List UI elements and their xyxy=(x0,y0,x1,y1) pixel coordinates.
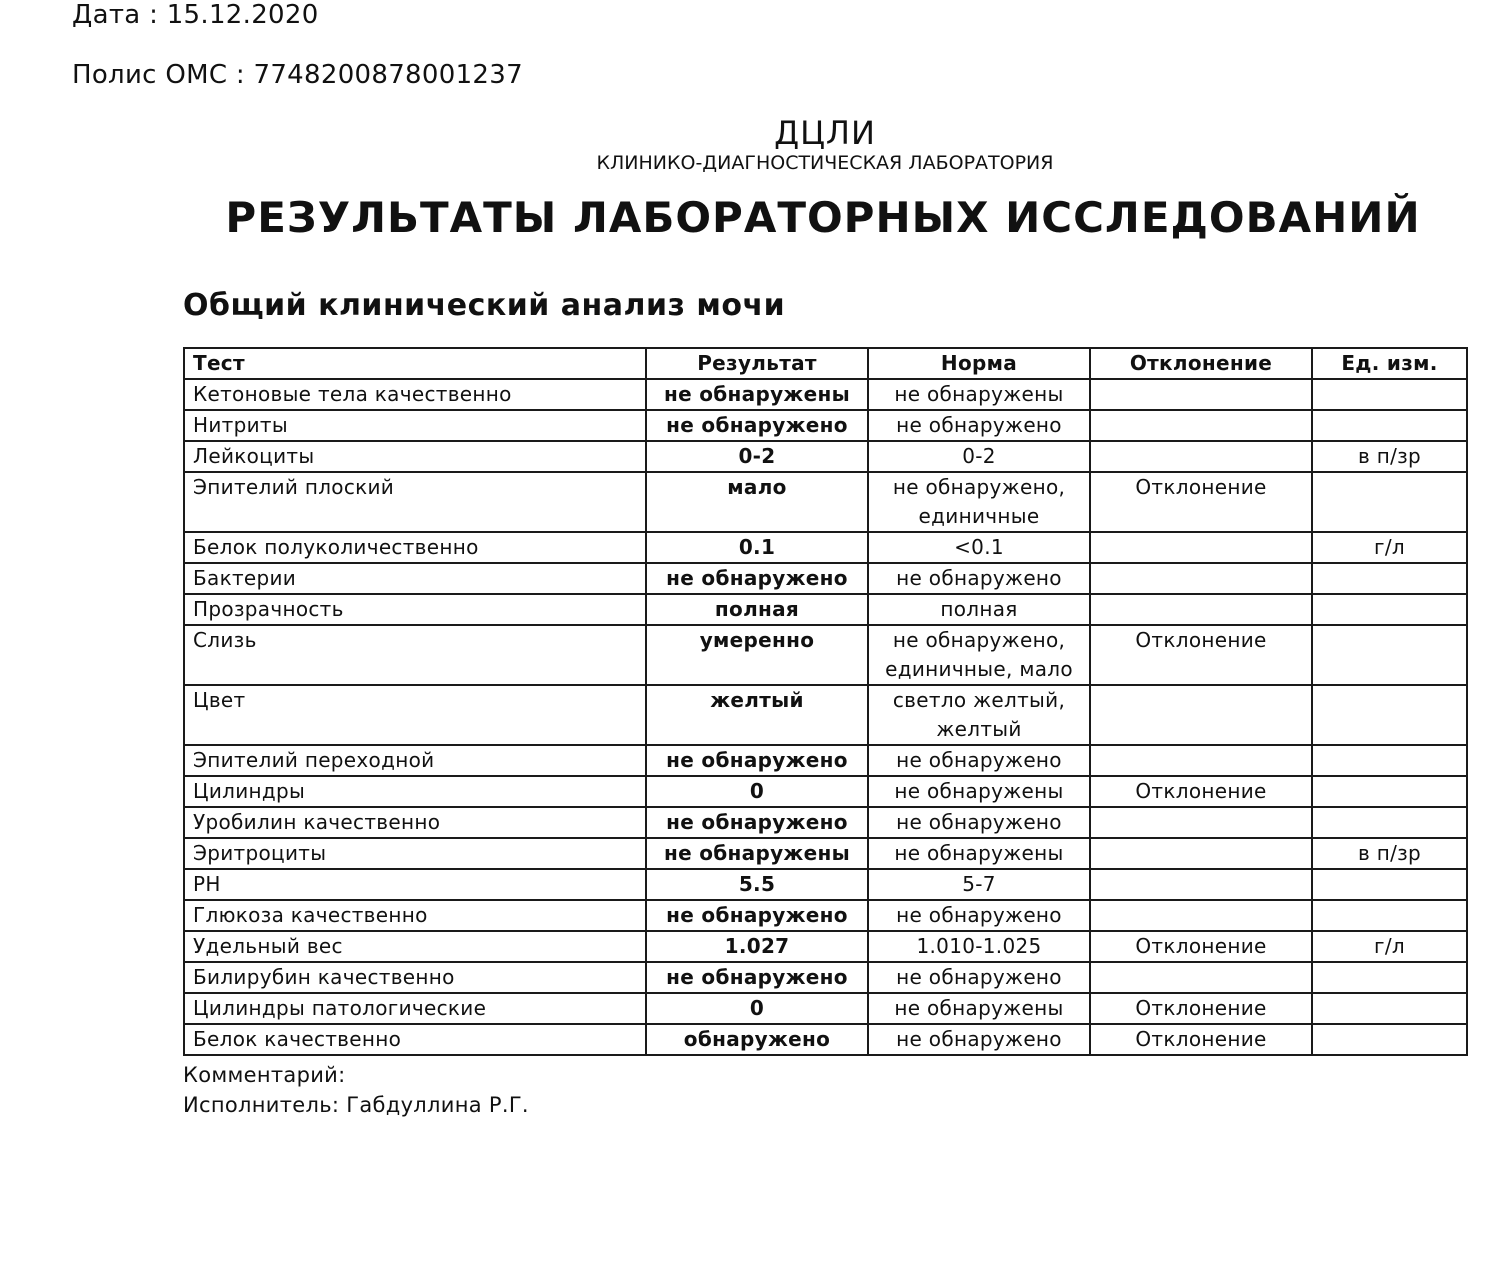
deviation-cell xyxy=(1090,563,1312,594)
norm-line: не обнаружены xyxy=(894,779,1064,803)
deviation-cell: Отклонение xyxy=(1090,993,1312,1024)
norm-line: не обнаружено xyxy=(896,1027,1062,1051)
test-name-cell: Цилиндры патологические xyxy=(184,993,646,1024)
unit-cell xyxy=(1312,900,1467,931)
table-row xyxy=(184,807,1467,838)
section-title: Общий клинический анализ мочи xyxy=(183,288,786,323)
unit-cell xyxy=(1312,869,1467,900)
result-cell: 0.1 xyxy=(646,532,868,563)
norm-line: не обнаружено, xyxy=(892,475,1066,499)
test-name-cell: Белок качественно xyxy=(184,1024,646,1055)
test-name-cell: Уробилин качественно xyxy=(184,807,646,838)
table-header-row xyxy=(184,348,1467,379)
report-title: РЕЗУЛЬТАТЫ ЛАБОРАТОРНЫХ ИССЛЕДОВАНИЙ xyxy=(225,193,1421,242)
result-cell: не обнаружены xyxy=(646,838,868,869)
table-row xyxy=(184,962,1467,993)
table-row xyxy=(184,931,1467,962)
unit-cell xyxy=(1312,685,1467,745)
norm-line: желтый xyxy=(936,717,1022,741)
column-header-unit: Ед. изм. xyxy=(1312,348,1467,379)
test-name-cell: Бактерии xyxy=(184,563,646,594)
result-cell: желтый xyxy=(646,685,868,745)
result-cell: 0-2 xyxy=(646,441,868,472)
result-cell: 0 xyxy=(646,776,868,807)
norm-line: 5-7 xyxy=(962,872,996,896)
table-row xyxy=(184,532,1467,563)
result-cell: 0 xyxy=(646,993,868,1024)
deviation-cell xyxy=(1090,441,1312,472)
table-row xyxy=(184,776,1467,807)
table-row xyxy=(184,838,1467,869)
table-row xyxy=(184,379,1467,410)
norm-line: не обнаружено xyxy=(896,566,1062,590)
polis-line xyxy=(72,60,523,90)
unit-cell: г/л xyxy=(1312,931,1467,962)
result-cell: не обнаружено xyxy=(646,962,868,993)
date-value: 15.12.2020 xyxy=(166,0,319,30)
norm-line: не обнаружено xyxy=(896,748,1062,772)
deviation-cell xyxy=(1090,532,1312,563)
unit-cell xyxy=(1312,745,1467,776)
norm-cell xyxy=(868,594,1090,625)
test-name-cell: Слизь xyxy=(184,625,646,685)
unit-cell xyxy=(1312,993,1467,1024)
norm-cell xyxy=(868,410,1090,441)
date-label: Дата : xyxy=(72,0,167,30)
deviation-cell xyxy=(1090,685,1312,745)
unit-cell: в п/зр xyxy=(1312,838,1467,869)
unit-cell xyxy=(1312,410,1467,441)
norm-line: не обнаружены xyxy=(894,996,1064,1020)
norm-cell xyxy=(868,379,1090,410)
unit-cell xyxy=(1312,776,1467,807)
test-name-cell: Лейкоциты xyxy=(184,441,646,472)
table-row xyxy=(184,993,1467,1024)
deviation-cell: Отклонение xyxy=(1090,931,1312,962)
deviation-cell xyxy=(1090,594,1312,625)
table-row xyxy=(184,441,1467,472)
deviation-cell: Отклонение xyxy=(1090,1024,1312,1055)
norm-line: не обнаружены xyxy=(894,841,1064,865)
polis-label: Полис ОМС : xyxy=(72,60,254,90)
norm-cell xyxy=(868,807,1090,838)
deviation-cell xyxy=(1090,869,1312,900)
result-cell: полная xyxy=(646,594,868,625)
norm-cell xyxy=(868,441,1090,472)
deviation-cell xyxy=(1090,410,1312,441)
unit-cell xyxy=(1312,962,1467,993)
test-name-cell: Нитриты xyxy=(184,410,646,441)
norm-line: полная xyxy=(940,597,1018,621)
norm-line: не обнаружены xyxy=(894,382,1064,406)
norm-line: не обнаружено xyxy=(896,810,1062,834)
result-cell: не обнаружено xyxy=(646,410,868,441)
unit-cell xyxy=(1312,379,1467,410)
table-row xyxy=(184,625,1467,685)
test-name-cell: Эритроциты xyxy=(184,838,646,869)
test-name-cell: Глюкоза качественно xyxy=(184,900,646,931)
norm-cell xyxy=(868,472,1090,532)
unit-cell xyxy=(1312,1024,1467,1055)
norm-line: 0-2 xyxy=(962,444,996,468)
norm-cell xyxy=(868,745,1090,776)
test-name-cell: Белок полуколичественно xyxy=(184,532,646,563)
table-row xyxy=(184,685,1467,745)
column-header-result: Результат xyxy=(646,348,868,379)
norm-line: 1.010-1.025 xyxy=(916,934,1042,958)
date-line xyxy=(72,0,319,30)
org-name: ДЦЛИ xyxy=(774,114,876,152)
test-name-cell: Эпителий переходной xyxy=(184,745,646,776)
test-name-cell: Цвет xyxy=(184,685,646,745)
unit-cell: в п/зр xyxy=(1312,441,1467,472)
norm-cell xyxy=(868,962,1090,993)
test-name-cell: Эпителий плоский xyxy=(184,472,646,532)
deviation-cell: Отклонение xyxy=(1090,472,1312,532)
norm-cell xyxy=(868,838,1090,869)
polis-value: 7748200878001237 xyxy=(253,60,523,90)
norm-line: не обнаружено xyxy=(896,965,1062,989)
table-row xyxy=(184,472,1467,532)
table-row xyxy=(184,900,1467,931)
test-name-cell: Прозрачность xyxy=(184,594,646,625)
norm-cell xyxy=(868,563,1090,594)
norm-line: светло желтый, xyxy=(892,688,1066,712)
test-name-cell: Билирубин качественно xyxy=(184,962,646,993)
table-row xyxy=(184,869,1467,900)
norm-cell xyxy=(868,931,1090,962)
norm-line: не обнаружено xyxy=(896,903,1062,927)
unit-cell xyxy=(1312,563,1467,594)
result-cell: не обнаружено xyxy=(646,900,868,931)
unit-cell xyxy=(1312,807,1467,838)
norm-line: единичные xyxy=(918,504,1040,528)
deviation-cell: Отклонение xyxy=(1090,625,1312,685)
results-body xyxy=(184,379,1467,1055)
deviation-cell: Отклонение xyxy=(1090,776,1312,807)
deviation-cell xyxy=(1090,807,1312,838)
unit-cell xyxy=(1312,594,1467,625)
unit-cell xyxy=(1312,472,1467,532)
result-cell: не обнаружено xyxy=(646,745,868,776)
column-header-deviation: Отклонение xyxy=(1090,348,1312,379)
result-cell: обнаружено xyxy=(646,1024,868,1055)
test-name-cell: Удельный вес xyxy=(184,931,646,962)
norm-line: не обнаружено, xyxy=(892,628,1066,652)
org-subtitle: КЛИНИКО-ДИАГНОСТИЧЕСКАЯ ЛАБОРАТОРИЯ xyxy=(596,152,1054,174)
executor-line: Исполнитель: Габдуллина Р.Г. xyxy=(183,1093,529,1117)
result-cell: не обнаружено xyxy=(646,563,868,594)
table-row xyxy=(184,1024,1467,1055)
norm-cell xyxy=(868,1024,1090,1055)
test-name-cell: Кетоновые тела качественно xyxy=(184,379,646,410)
deviation-cell xyxy=(1090,745,1312,776)
deviation-cell xyxy=(1090,838,1312,869)
result-cell: не обнаружены xyxy=(646,379,868,410)
norm-cell xyxy=(868,993,1090,1024)
norm-cell xyxy=(868,900,1090,931)
result-cell: не обнаружено xyxy=(646,807,868,838)
test-name-cell: Цилиндры xyxy=(184,776,646,807)
column-header-test: Тест xyxy=(184,348,646,379)
norm-line: не обнаружено xyxy=(896,413,1062,437)
table-row xyxy=(184,563,1467,594)
unit-cell xyxy=(1312,625,1467,685)
norm-cell xyxy=(868,869,1090,900)
results-table xyxy=(183,347,1468,1056)
deviation-cell xyxy=(1090,900,1312,931)
result-cell: 1.027 xyxy=(646,931,868,962)
test-name-cell: PH xyxy=(184,869,646,900)
comment-label: Комментарий: xyxy=(183,1063,346,1087)
deviation-cell xyxy=(1090,962,1312,993)
norm-cell xyxy=(868,776,1090,807)
column-header-norm: Норма xyxy=(868,348,1090,379)
table-row xyxy=(184,410,1467,441)
table-row xyxy=(184,594,1467,625)
norm-line: единичные, мало xyxy=(885,657,1073,681)
norm-line: <0.1 xyxy=(954,535,1004,559)
norm-cell xyxy=(868,685,1090,745)
deviation-cell xyxy=(1090,379,1312,410)
table-row xyxy=(184,745,1467,776)
unit-cell: г/л xyxy=(1312,532,1467,563)
result-cell: 5.5 xyxy=(646,869,868,900)
result-cell: умеренно xyxy=(646,625,868,685)
norm-cell xyxy=(868,625,1090,685)
result-cell: мало xyxy=(646,472,868,532)
norm-cell xyxy=(868,532,1090,563)
